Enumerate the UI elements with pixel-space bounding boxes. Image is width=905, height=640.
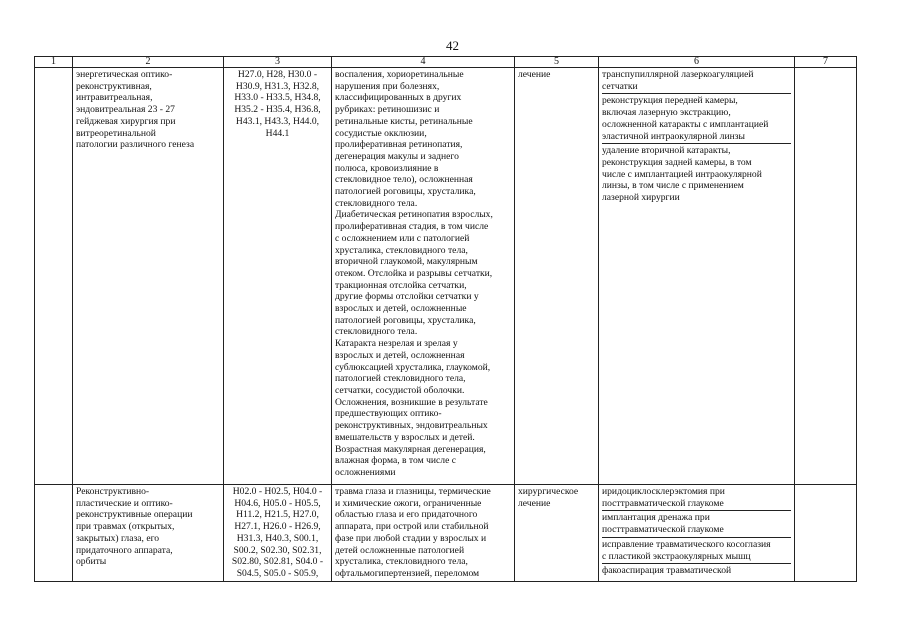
treatment-method: имплантация дренажа при посттравматической глаукоме [602, 510, 791, 536]
treatment-method: транспупиллярной лазеркоагуляцией сетчатки [602, 69, 754, 92]
header-row [35, 57, 857, 68]
cell-model-patient: воспаления, хориоретинальные нарушения при болезнях, классифицированных в других рубриках: ретиношизис и ретинальные кисты, ретинальные сосудистые окклюзии, пролиферативная ретинопатия, дегенерация макулы и заднего полюса, кровоизлияние в стекловидное тело), осложненная патологией роговицы, хрусталика, стекловидного тела. Диабетическая ретинопатия взрослых, пролиферативная стадия, в том числе с осложнением или с патологией хрусталика, стекловидного тела, вторичной глаукомой, макулярным отеком. Отслойка и разрывы сетчатки, тракционная отслойка сетчатки, другие формы отслойки сетчатки у взрослых и детей, осложненные патологией роговицы, хрусталика, стекловидного тела. Катаракта незрелая и зрелая у взрослых и детей, осложненная сублюксацией хрусталика, глаукомой, патологией стекловидного тела, сетчатки, сосудистой оболочки. Осложнения, возникшие в результате предшествующих оптико- реконструктивных, эндовитреальных вмешательств у взрослых и детей. Возрастная макулярная дегенерация, влажная форма, в том числе с осложнениями [332, 68, 515, 485]
procedures-table [34, 56, 857, 582]
treatment-method: иридоциклосклерэктомия при посттравматической глаукоме [602, 486, 725, 509]
cell-cost [795, 485, 857, 582]
column-header-1: 1 [35, 57, 73, 68]
table-row [35, 485, 857, 582]
column-header-4: 4 [332, 57, 515, 68]
cell-number [35, 485, 73, 582]
cell-treatment-type: хирургическое лечение [515, 485, 599, 582]
cell-procedure-name: Реконструктивно- пластические и оптико- реконструктивные операции при травмах (открытых, закрытых) глаза, его придаточного аппарата, орбиты [73, 485, 224, 582]
column-header-7: 7 [795, 57, 857, 68]
cell-cost [795, 68, 857, 485]
cell-treatment-methods [599, 68, 795, 485]
cell-icd-codes: H27.0, H28, H30.0 - H30.9, H31.3, H32.8, H33.0 - H33.5, H34.8, H35.2 - H35.4, H36.8, H43.1, H43.3, H44.0, H44.1 [224, 68, 332, 485]
cell-procedure-name: энергетическая оптико- реконструктивная, интравитреальная, эндовитреальная 23 - 27 гейджевая хирургия при витреоретинальной патологии различного генеза [73, 68, 224, 485]
page-number: 42 [446, 38, 459, 53]
cell-model-patient: травма глаза и глазницы, термические и химические ожоги, ограниченные областью глаза и его придаточного аппарата, при острой или стабильной фазе при любой стадии у взрослых и детей осложненные патологией хрусталика, стекловидного тела, офтальмогипертензией, переломом [332, 485, 515, 582]
column-header-5: 5 [515, 57, 599, 68]
treatment-method: удаление вторичной катаракты, реконструкция задней камеры, в том числе с имплантацией интраокулярной линзы, в том числе с применением лазерной хирургии [602, 143, 791, 205]
cell-treatment-type: лечение [515, 68, 599, 485]
table-row [35, 68, 857, 485]
column-header-3: 3 [224, 57, 332, 68]
treatment-method: исправление травматического косоглазия с пластикой экстраокулярных мышц [602, 537, 791, 563]
cell-treatment-methods [599, 485, 795, 582]
cell-number [35, 68, 73, 485]
column-header-6: 6 [599, 57, 795, 68]
column-header-2: 2 [73, 57, 224, 68]
cell-icd-codes: H02.0 - H02.5, H04.0 - H04.6, H05.0 - H05.5, H11.2, H21.5, H27.0, H27.1, H26.0 - H26.9, H31.3, H40.3, S00.1, S00.2, S02.30, S02.31, S02.80, S02.81, S04.0 - S04.5, S05.0 - S05.9, [224, 485, 332, 582]
treatment-method: реконструкция передней камеры, включая лазерную экстракцию, осложненной катаракты с имплантацией эластичной интраокулярной линзы [602, 93, 791, 143]
treatment-method: факоаспирация травматической [602, 563, 791, 578]
